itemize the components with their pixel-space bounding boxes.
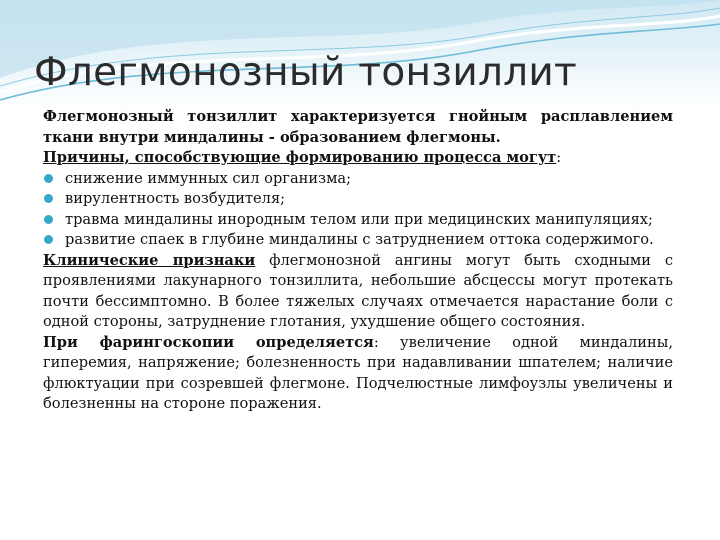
list-item xyxy=(43,210,673,231)
cause-text: развитие спаек в глубине миндалины с затруднением оттока содержимого. xyxy=(65,231,654,248)
clinical-paragraph xyxy=(43,251,673,333)
bullet-icon xyxy=(44,215,53,224)
causes-heading-colon: : xyxy=(556,149,562,166)
list-item xyxy=(43,169,673,190)
causes-heading: Причины, способствующие формированию процесса могут xyxy=(43,149,557,166)
slide-body xyxy=(43,107,673,415)
clinical-heading: Клинические признаки xyxy=(43,251,256,269)
list-item xyxy=(43,230,673,251)
pharyngoscopy-heading: При фарингоскопии определяется xyxy=(43,333,374,351)
cause-text: снижение иммунных сил организма; xyxy=(65,169,352,187)
bullet-icon xyxy=(44,194,53,203)
pharyngoscopy-text: : увеличение одной миндалины, гиперемия, напряжение; болезненность при надавливании шпателем; наличие флюктуации при созревшей флегмоне. Подчелюстные лимфоузлы увеличены и болезненны на стороне поражения. xyxy=(43,333,673,412)
pharyngoscopy-paragraph xyxy=(43,333,673,415)
bullet-icon xyxy=(44,174,53,183)
slide-title: Флегмонозный тонзиллит xyxy=(34,50,578,95)
list-item xyxy=(43,189,673,210)
cause-text: вирулентность возбудителя; xyxy=(65,190,286,207)
bullet-icon xyxy=(44,235,53,244)
cause-text: травма миндалины инородным телом или при медицинских манипуляциях; xyxy=(65,210,653,228)
intro-paragraph xyxy=(43,107,673,148)
causes-heading-line xyxy=(43,148,673,169)
clinical-text: флегмонозной ангины могут быть сходными с проявлениями лакунарного тонзиллита, небольшие абсцессы могут протекать почти бессимптомно. В более тяжелых случаях отмечается нарастание боли с одной стороны, затруднение глотания, ухудшение общего состояния. xyxy=(43,251,673,330)
intro-text: Флегмонозный тонзиллит характеризуется гнойным расплавлением ткани внутри миндалины - образованием флегмоны. xyxy=(43,108,673,146)
causes-list xyxy=(43,169,673,251)
